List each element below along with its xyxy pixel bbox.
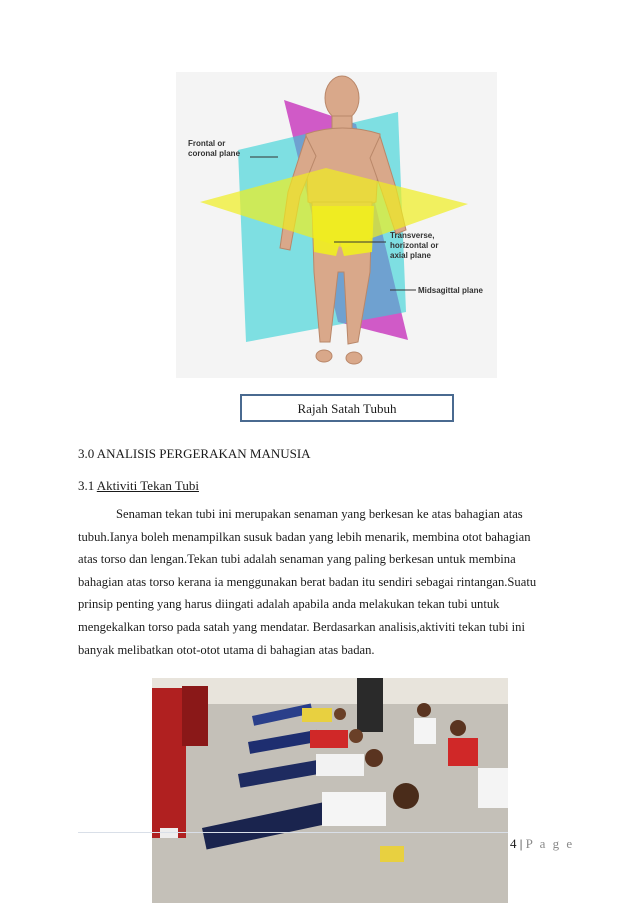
page-number-separator: |: [516, 836, 526, 851]
label-transverse-2: horizontal or: [390, 241, 439, 250]
pushup-illustration: [152, 678, 508, 903]
subsection-heading: [78, 478, 199, 494]
paragraph-line: bahagian atas torso kerana ia menggunakan berat badan itu sendiri sebagai rintangan.Suatu: [78, 574, 537, 589]
svg-text:Frontal or coronal plane: [188, 139, 241, 158]
footer-rule: [78, 832, 508, 833]
anatomical-planes-figure: [176, 72, 497, 378]
paragraph-line: prinsip penting yang harus diingati adalah apabila anda melakukan tekan tubi untuk: [78, 597, 500, 612]
label-transverse-1: Transverse,: [390, 231, 435, 240]
subsection-number: 3.1: [78, 478, 97, 493]
paragraph-line: mengekalkan torso pada satah yang mendatar. Berdasarkan analisis,aktiviti tekan tubi ini: [78, 619, 525, 634]
figure-caption: Rajah Satah Tubuh: [240, 394, 454, 422]
label-frontal-2: coronal plane: [188, 149, 241, 158]
page-number-value: 4: [510, 836, 517, 851]
label-frontal-1: Frontal or: [188, 139, 226, 148]
standing-person: [152, 688, 186, 838]
svg-text:Transverse, horizontal o: [390, 231, 441, 260]
page-number: [510, 836, 574, 852]
pushup-photo: [152, 678, 508, 903]
planes-illustration: [176, 72, 497, 378]
paragraph-line: banyak melibatkan otot-otot utama di bahagian atas badan.: [78, 642, 375, 657]
paragraph-line: tubuh.Ianya boleh menampilkan susuk badan yang lebih menarik, membina otot bahagian: [78, 529, 531, 544]
page-word: P a g e: [525, 836, 575, 851]
paragraph-line: Senaman tekan tubi ini merupakan senaman yang berkesan ke atas bahagian atas: [116, 507, 523, 521]
paragraph-line: atas torso dan lengan.Tekan tubi adalah senaman yang paling berkesan untuk membina: [78, 552, 516, 567]
label-midsagittal: Midsagittal plane: [418, 286, 483, 295]
body-paragraph: [78, 503, 560, 661]
section-heading: 3.0 ANALISIS PERGERAKAN MANUSIA: [78, 446, 311, 461]
label-transverse-3: axial plane: [390, 251, 431, 260]
subsection-title: Aktiviti Tekan Tubi: [96, 478, 199, 493]
